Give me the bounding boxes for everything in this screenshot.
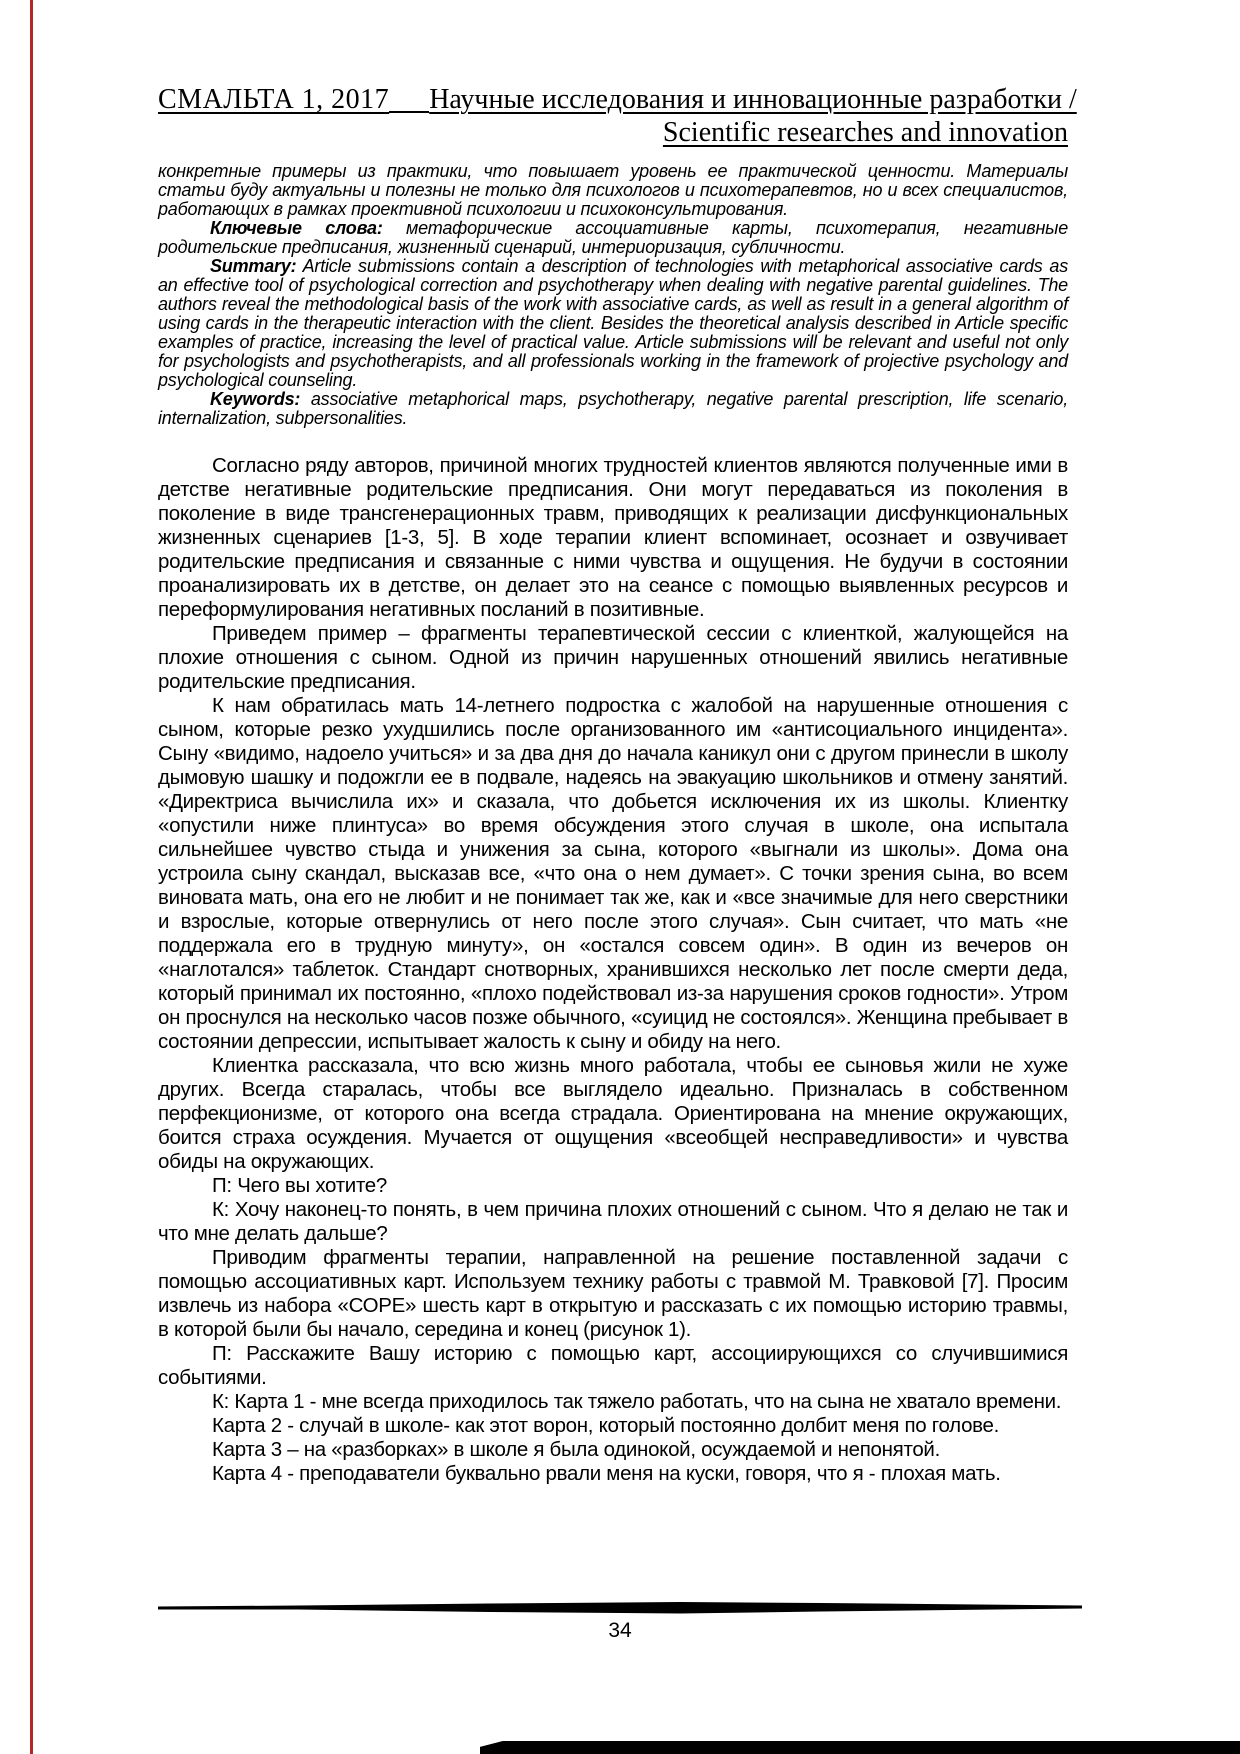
body-paragraph: Карта 2 - случай в школе- как этот ворон, который постоянно долбит меня по голове. bbox=[212, 1414, 1000, 1437]
abstract-text: Article submissions contain a description of technologies with metaphorical associative cards as an effective tool of psychological correction and psychotherapy when dealing with negative parental guidelines. The authors reveal the methodological basis of the work with associative cards, as well as result in a general algorithm of using cards in the therapeutic interaction with the client. Besides the theoretical analysis described in Article specific examples of practice, increasing the level of practical value. Article submissions will be relevant and useful not only for psychologists and psychotherapists, and all professionals working in the framework of projective psychology and psychological counseling. bbox=[158, 256, 1068, 390]
body-paragraph: П: Чего вы хотите? bbox=[212, 1174, 388, 1197]
body-paragraph: Карта 3 – на «разборках» в школе я была одинокой, осуждаемой и непонятой. bbox=[212, 1438, 940, 1461]
journal-title: СМАЛЬТА 1, 2017 bbox=[158, 84, 390, 115]
abstract-paragraph bbox=[158, 390, 1068, 428]
journal-subtitle-en: Scientific researches and innovation bbox=[662, 117, 1068, 148]
abstract-label: Keywords: bbox=[210, 389, 301, 409]
body-paragraph: К нам обратилась мать 14-летнего подростка с жалобой на нарушенные отношения с сыном, которые резко ухудшились после организованного им «антисоциального инцидента». Сыну «видимо, надоело учиться» и за два дня до начала каникул они с другом принесли в школу дымовую шашку и подожгли ее в подвале, надеясь на эвакуацию школьников и отмену занятий. «Директриса вычислила их» и сказала, что добьется исключения их из школы. Клиентку «опустили ниже плинтуса» во время обсуждения этого случая в школе, она испытала сильнейшее чувство стыда и унижения за сына, которого «выгнали из школы». Дома она устроила сыну скандал, высказав все, «что она о нем думает». С точки зрения сына, во всем виновата мать, она его не любит и не понимает так же, как и «все значимые для него сверстники и взрослые, которые отвернулись от него после этого случая». Сын считает, что мать «не поддержала его в трудную минуту», он «остался совсем один». В один из вечеров он «наглотался» таблеток. Стандарт снотворных, хранившихся несколько лет после смерти деда, который принимал их постоянно, «плохо подействовал из-за нарушения сроков годности». Утром он проснулся на несколько часов позже обычного, «суицид не состоялся». Женщина пребывает в состоянии депрессии, испытывает жалость к сыну и обиду на него. bbox=[158, 694, 1068, 1053]
body-paragraph: К: Карта 1 - мне всегда приходилось так тяжело работать, что на сына не хватало времени. bbox=[212, 1390, 1062, 1413]
header-line-2 bbox=[158, 117, 1068, 149]
abstract-label: Summary: bbox=[210, 256, 297, 276]
body-paragraph: Согласно ряду авторов, причиной многих трудностей клиентов являются полученные ими в детстве негативные родительские предписания. Они могут передаваться из поколения в поколение в виде трансгенерационных травм, приводящих к реализации дисфункциональных жизненных сценариев [1-3, 5]. В ходе терапии клиент вспоминает, осознает и озвучивает родительские предписания и связанные с ними чувства и ощущения. Не будучи в состоянии проанализировать их в детстве, он делает это на сеансе с помощью выявленных ресурсов и переформулирования негативных посланий в позитивные. bbox=[158, 454, 1068, 621]
abstract-block bbox=[158, 162, 1068, 428]
body-paragraph: П: Расскажите Вашу историю с помощью карт, ассоциирующихся со случившимися событиями. bbox=[158, 1342, 1068, 1389]
body-paragraph: Карта 4 - преподаватели буквально рвали меня на куски, говоря, что я - плохая мать. bbox=[212, 1462, 1001, 1485]
body-paragraph: Клиентка рассказала, что всю жизнь много работала, чтобы ее сыновья жили не хуже других. Всегда старалась, чтобы все выглядело идеально. Призналась в собственном перфекционизме, от которого она всегда страдала. Ориентирована на мнение окружающих, боится страха осуждения. Мучается от ощущения «всеобщей несправедливости» и чувства обиды на окружающих. bbox=[158, 1054, 1068, 1173]
header-line-1 bbox=[158, 84, 1077, 116]
abstract-paragraph bbox=[158, 162, 1068, 219]
page-number: 34 bbox=[608, 1619, 632, 1642]
abstract-label: Ключевые слова: bbox=[210, 218, 383, 238]
journal-subtitle-ru: Научные исследования и инновационные разработки / bbox=[429, 84, 1077, 115]
body-paragraph: Приводим фрагменты терапии, направленной на решение поставленной задачи с помощью ассоциативных карт. Используем технику работы с травмой М. Травковой [7]. Просим извлечь из набора «СОРЕ» шесть карт в открытую и рассказать с их помощью историю травмы, в которой были бы начало, середина и конец (рисунок 1). bbox=[158, 1246, 1068, 1341]
abstract-paragraph bbox=[158, 257, 1068, 390]
body-paragraph: Приведем пример – фрагменты терапевтической сессии с клиенткой, жалующейся на плохие отношения с сыном. Одной из причин нарушенных отношений явились негативные родительские предписания. bbox=[158, 622, 1068, 693]
scan-artifact-bar bbox=[480, 1741, 1240, 1754]
body-paragraph: К: Хочу наконец-то понять, в чем причина плохих отношений с сыном. Что я делаю не так и что мне делать дальше? bbox=[158, 1198, 1068, 1245]
abstract-text: конкретные примеры из практики, что повышает уровень ее практической ценности. Материалы статьи буду актуальны и полезны не только для психологов и психотерапевтов, но и всех специалистов, работающих в рамках проективной психологии и психоконсультирования. bbox=[158, 161, 1068, 219]
abstract-text: associative metaphorical maps, psychotherapy, negative parental prescription, life scenario, internalization, subpersonalities. bbox=[158, 389, 1068, 428]
footer-rule bbox=[158, 1602, 1082, 1614]
header-rule-gap bbox=[389, 84, 429, 113]
page-header bbox=[158, 0, 1077, 149]
abstract-text: метафорические ассоциативные карты, психотерапия, негативные родительские предписания, жизненный сценарий, интериоризация, субличности. bbox=[158, 218, 1069, 257]
article-body bbox=[158, 454, 1068, 1486]
abstract-paragraph bbox=[158, 219, 1068, 257]
left-margin-rule bbox=[30, 0, 33, 1754]
page-footer bbox=[158, 1602, 1082, 1643]
